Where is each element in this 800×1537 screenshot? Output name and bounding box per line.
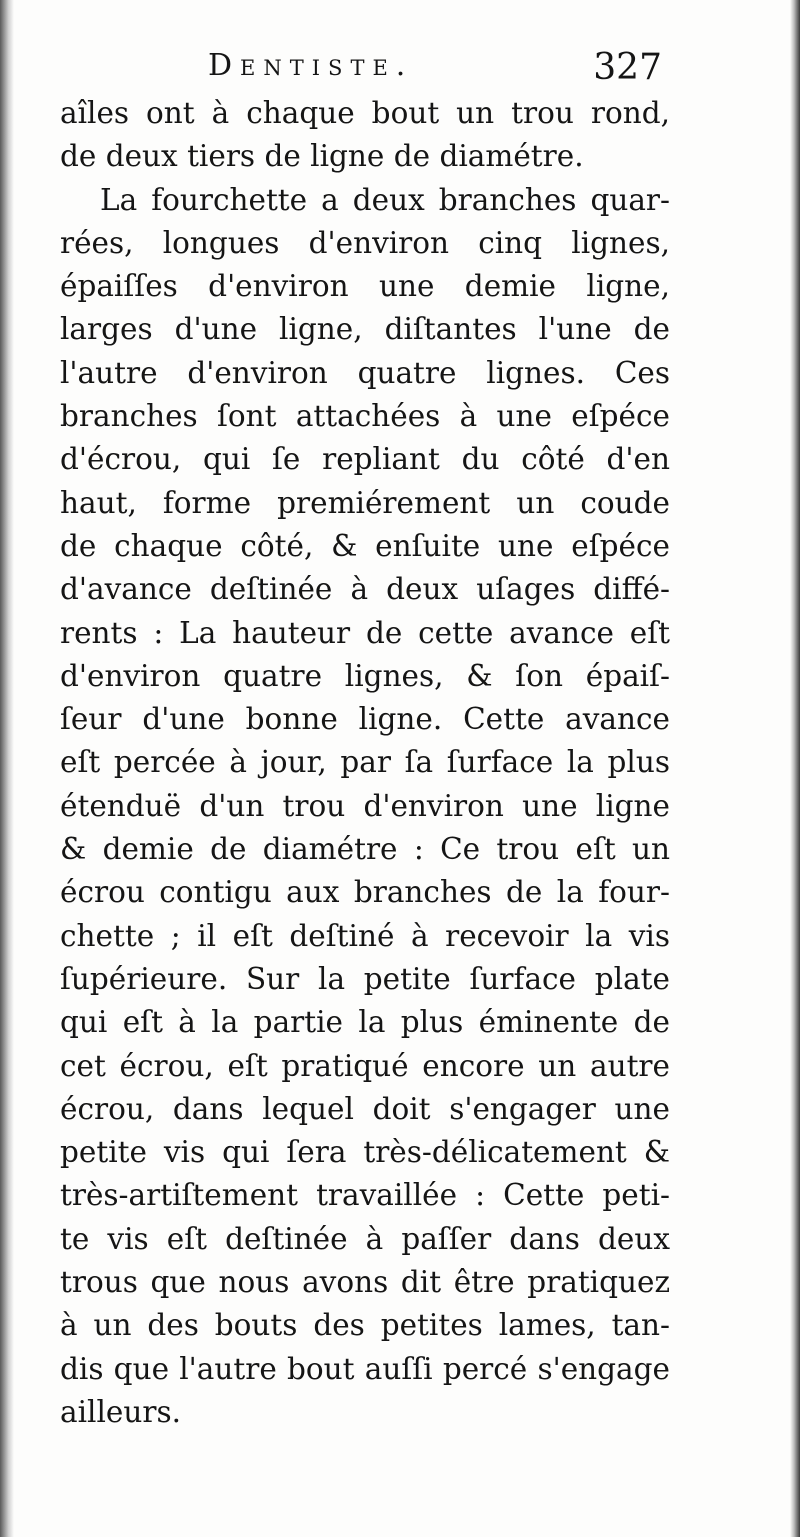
text-line: chette ; il eſt deſtiné à recevoir la vis	[60, 918, 670, 953]
text-line: trous que nous avons dit être pratiquez	[60, 1265, 670, 1300]
text-line: épaiſſes d'environ une demie ligne,	[60, 269, 670, 304]
text-line: petite vis qui ſera très-délicatement &	[60, 1135, 670, 1170]
text-line: ſeur d'une bonne ligne. Cette avance	[60, 702, 670, 737]
text-line: rents : La hauteur de cette avance eſt	[60, 615, 670, 650]
text-line: cet écrou, eſt pratiqué encore un autre	[60, 1048, 670, 1083]
text-line: l'autre d'environ quatre lignes. Ces	[60, 355, 670, 390]
text-line: ſupérieure. Sur la petite ſurface plate	[60, 961, 670, 996]
text-line: larges d'une ligne, diſtantes l'une de	[60, 312, 670, 347]
text-line: étenduë d'un trou d'environ une ligne	[60, 788, 670, 823]
page-right-edge-shadow	[790, 0, 800, 1537]
page-header	[60, 42, 670, 90]
text-line: branches ſont attachées à une eſpéce	[60, 399, 670, 434]
text-line: te vis eſt deſtinée à paſſer dans deux	[60, 1221, 670, 1256]
text-line: de chaque côté, & enſuite une eſpéce	[60, 528, 670, 563]
paragraph-last-line: ailleurs.	[60, 1394, 181, 1429]
paragraph-first-line: La fourchette a deux branches quar-	[100, 182, 670, 217]
body-text	[60, 92, 670, 1434]
text-line: qui eſt à la partie la plus éminente de	[60, 1005, 670, 1040]
text-line: & demie de diamétre : Ce trou eſt un	[60, 832, 670, 867]
page-left-edge-shadow	[0, 0, 14, 1537]
running-head: Dentiste.	[208, 48, 414, 83]
text-line: écrou, dans lequel doit s'engager une	[60, 1091, 670, 1126]
text-line: d'écrou, qui ſe repliant du côté d'en	[60, 442, 670, 477]
text-line: très-artiſtement travaillée : Cette peti-	[60, 1178, 670, 1213]
text-line: à un des bouts des petites lames, tan-	[60, 1308, 670, 1343]
text-line: de deux tiers de ligne de diamétre.	[60, 139, 584, 174]
text-line: d'environ quatre lignes, & ſon épaiſ-	[60, 658, 670, 693]
text-line: haut, forme premiérement un coude	[60, 485, 670, 520]
text-line: aîles ont à chaque bout un trou rond,	[60, 96, 670, 130]
text-line: écrou contigu aux branches de la four-	[60, 875, 670, 910]
text-line: rées, longues d'environ cinq lignes,	[60, 225, 670, 260]
text-line: dis que l'autre bout auſſi percé s'engage	[60, 1351, 670, 1386]
page-number: 327	[593, 47, 662, 88]
text-line: d'avance deſtinée à deux uſages diffé-	[60, 572, 670, 607]
text-line: eſt percée à jour, par ſa ſurface la plus	[60, 745, 670, 780]
